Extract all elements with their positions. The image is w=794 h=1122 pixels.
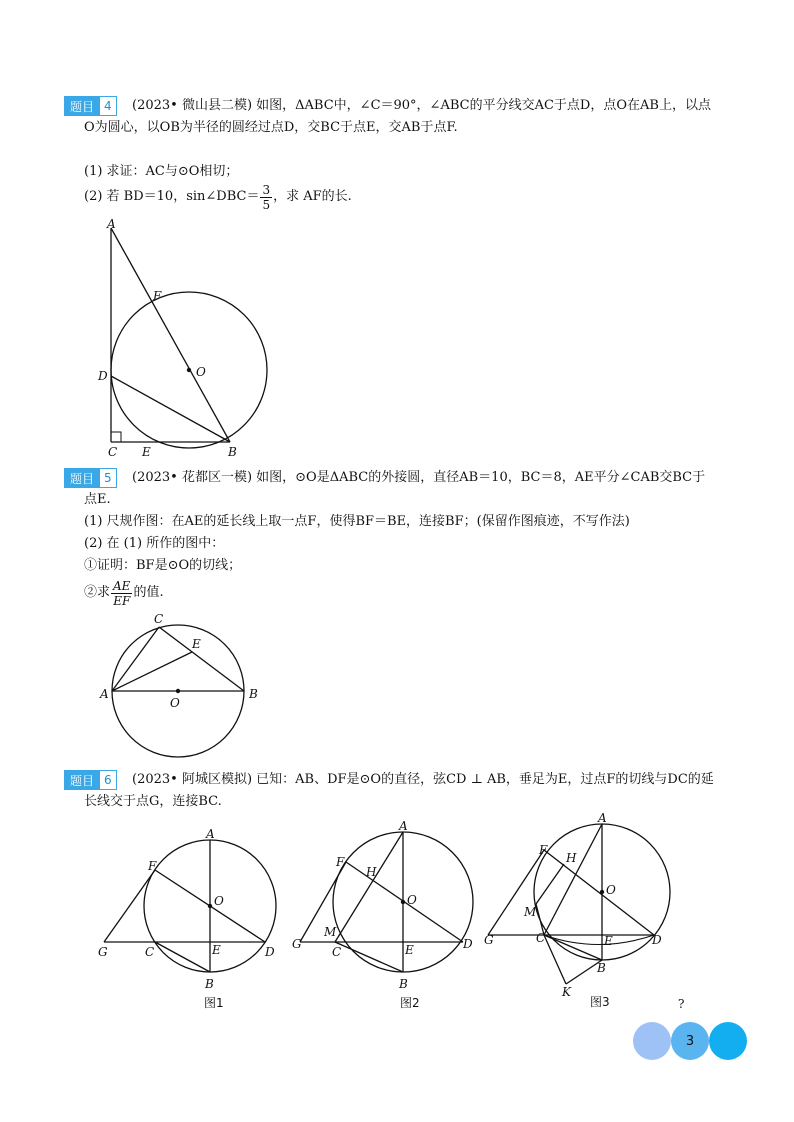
point-label-C: C xyxy=(154,612,164,626)
point-label-A: A xyxy=(206,827,215,841)
point-label-G: G xyxy=(98,945,108,959)
point-label-B: B xyxy=(205,977,214,991)
point-label-H: H xyxy=(566,851,577,865)
page-number-text: 3 xyxy=(685,1033,695,1049)
q4-part1: (1) 求证：AC与⊙O相切； xyxy=(84,164,239,179)
point-label-M: M xyxy=(324,925,337,939)
q5-fraction-numerator: AE xyxy=(113,578,131,593)
point-label-G: G xyxy=(484,933,494,947)
question-tag-label: 题目 xyxy=(64,770,100,790)
question-mark: ? xyxy=(678,997,685,1011)
figure-caption-2: 图2 xyxy=(400,996,420,1010)
q4-fraction-numerator: 3 xyxy=(262,182,271,197)
q4-part2-text-b: ，求 AF的长. xyxy=(273,189,352,204)
q5-sub2 xyxy=(84,578,164,608)
q5-part2: (2) 在 (1) 所作的图中： xyxy=(84,536,225,551)
q6-statement-line2: 长线交于点G，连接BC. xyxy=(84,794,222,809)
point-label-D: D xyxy=(463,937,473,951)
point-label-O: O xyxy=(196,365,206,379)
q4-sin-fraction xyxy=(260,183,272,212)
point-label-A: A xyxy=(598,811,607,825)
point-label-B: B xyxy=(399,977,408,991)
footer-circle-right xyxy=(709,1022,747,1060)
point-label-A: A xyxy=(100,687,109,701)
point-label-O: O xyxy=(606,883,616,897)
point-label-M: M xyxy=(524,905,537,919)
point-label-F: F xyxy=(336,855,345,869)
q6-figure-2 xyxy=(288,816,482,1012)
figure-caption-3: 图3 xyxy=(590,995,610,1009)
point-label-F: F xyxy=(148,859,157,873)
q4-fraction-denominator: 5 xyxy=(262,197,271,212)
q5-fraction-denominator: EF xyxy=(113,593,131,608)
q4-figure xyxy=(90,216,290,466)
q6-statement-line1: (2023• 阿城区模拟) 已知：AB、DF是⊙O的直径，弦CD ⊥ AB，垂足为E，过点F的切线与DC的延 xyxy=(132,772,714,787)
point-label-A: A xyxy=(107,217,116,231)
point-label-D: D xyxy=(98,369,108,383)
point-label-C: C xyxy=(108,445,118,459)
question-tag-number: 5 xyxy=(100,468,117,488)
q5-ratio-fraction xyxy=(111,579,132,608)
point-label-E: E xyxy=(142,445,151,459)
question-tag-number: 4 xyxy=(100,96,117,116)
point-label-F: F xyxy=(153,289,162,303)
point-label-O: O xyxy=(214,894,224,908)
q4-statement-line2: O为圆心，以OB为半径的圆经过点D，交BC于点E，交AB于点F. xyxy=(84,120,458,135)
point-label-K: K xyxy=(562,985,571,999)
point-label-E: E xyxy=(604,934,613,948)
point-label-C: C xyxy=(536,931,546,945)
question-5-tag xyxy=(64,468,117,488)
footer-circle-left xyxy=(633,1022,671,1060)
q6-figure-3 xyxy=(478,808,678,1012)
point-label-B: B xyxy=(228,445,237,459)
q5-part1: (1) 尺规作图：在AE的延长线上取一点F，使得BF＝BE，连接BF；(保留作图痕迹，不写作法) xyxy=(84,514,630,529)
q5-figure xyxy=(92,610,272,758)
q5-sub2-text-b: 的值. xyxy=(133,585,164,600)
point-label-H: H xyxy=(366,865,377,879)
point-label-B: B xyxy=(597,961,606,975)
q5-statement-line2: 点E. xyxy=(84,492,111,507)
q5-statement-line1: (2023• 花都区一模) 如图，⊙O是ΔABC的外接圆，直径AB＝10，BC＝8，AE平分∠CAB交BC于 xyxy=(132,470,706,485)
q4-statement-line1: (2023• 微山县二模) 如图，ΔABC中，∠C＝90°，∠ABC的平分线交AC于点D，点O在AB上，以点 xyxy=(132,98,711,113)
point-label-B: B xyxy=(249,687,258,701)
question-4-tag xyxy=(64,96,117,116)
q4-part2 xyxy=(84,184,352,210)
q4-part2-text-a: (2) 若 BD＝10，sin∠DBC＝ xyxy=(84,189,260,204)
point-label-G: G xyxy=(292,937,302,951)
point-label-E: E xyxy=(405,943,414,957)
point-label-C: C xyxy=(145,945,155,959)
point-label-F: F xyxy=(539,843,548,857)
point-label-A: A xyxy=(399,819,408,833)
point-label-E: E xyxy=(212,943,221,957)
figure-caption-1: 图1 xyxy=(204,996,224,1010)
point-label-C: C xyxy=(332,945,342,959)
question-6-tag xyxy=(64,770,117,790)
point-label-D: D xyxy=(265,945,275,959)
point-label-O: O xyxy=(170,696,180,710)
point-label-E: E xyxy=(192,637,201,651)
point-label-O: O xyxy=(407,893,417,907)
q5-sub2-text-a: ②求 xyxy=(84,585,111,600)
page-number xyxy=(671,1022,709,1060)
question-tag-label: 题目 xyxy=(64,468,100,488)
q6-figure-1 xyxy=(92,824,286,1012)
q5-sub1: ①证明：BF是⊙O的切线； xyxy=(84,558,242,573)
question-tag-label: 题目 xyxy=(64,96,100,116)
question-tag-number: 6 xyxy=(100,770,117,790)
point-label-D: D xyxy=(652,933,662,947)
